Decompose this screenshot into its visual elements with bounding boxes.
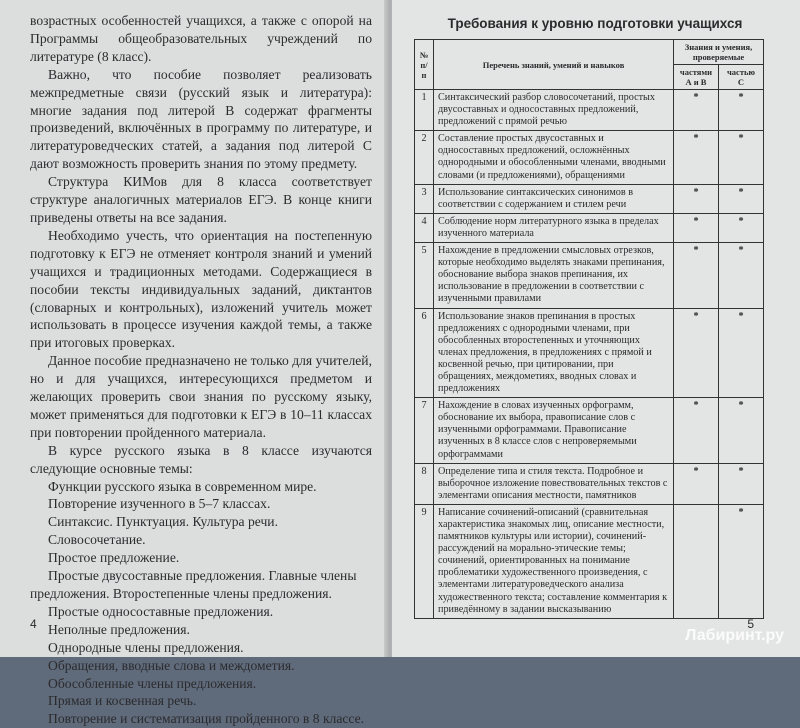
- mark-ab: *: [674, 131, 719, 184]
- mark-ab: *: [674, 184, 719, 213]
- table-row: [415, 184, 764, 213]
- paragraph-2: Важно, что пособие позволяет реализовать межпредметные связи (русский язык и литература): многие задания под литерой В содержат фрагменты произведений, включённых в программу по литературе, и литературоведческих статей, а задания под литерой С дают возможность проверить знания по этому предмету.: [30, 66, 372, 172]
- mark-c: *: [719, 131, 764, 184]
- row-number: 2: [415, 131, 434, 184]
- topic-item: Словосочетание.: [48, 532, 146, 548]
- topic-item: Обособленные члены предложения.: [48, 675, 257, 691]
- row-text: Использование знаков препинания в простых предложениях с однородными членами, при обособленных второстепенных и уточняющих членах предложения, в предложениях с прямой и косвенной речью, при цитировании, при обращениях, междометиях, вводных словах и предложениях: [434, 308, 674, 398]
- row-text: Нахождение в словах изученных орфограмм, обоснование их выбора, правописание слов с изученными орфограммами. Правописание изученных в 8 классе слов с непроверяемыми орфограммами: [434, 398, 674, 463]
- topic-item: Однородные члены предложения.: [48, 639, 244, 655]
- mark-ab: *: [674, 308, 719, 398]
- topic-item: Повторение и систематизация пройденного в 8 классе.: [48, 711, 365, 727]
- page-title: Требования к уровню подготовки учащихся: [447, 16, 743, 31]
- row-text: Соблюдение норм литературного языка в пределах изученного материала: [434, 213, 674, 242]
- table-row: [415, 90, 764, 131]
- mark-c: *: [719, 213, 764, 242]
- requirements-table: [414, 39, 764, 619]
- row-number: 8: [415, 463, 434, 504]
- paragraph-3: Структура КИМов для 8 класса соответствует структуре аналогичных материалов ЕГЭ. В конце книги приведены ответы на все задания.: [30, 174, 372, 225]
- topic-item: Обращения, вводные слова и междометия.: [48, 657, 295, 673]
- mark-ab: *: [674, 90, 719, 131]
- row-text: Нахождение в предложении смысловых отрезков, которые необходимо выделять знаками препинания, обоснование выбора знаков препинания, их использование в предложении в соответствии с изученными правилами: [434, 243, 674, 308]
- row-number: 5: [415, 243, 434, 308]
- mark-ab: *: [674, 213, 719, 242]
- topic-item: Синтаксис. Пунктуация. Культура речи.: [48, 514, 278, 530]
- table-row: [415, 504, 764, 618]
- table-row: [415, 398, 764, 463]
- topic-item: Простое предложение.: [48, 550, 180, 566]
- topics-list: [30, 478, 372, 728]
- mark-c: *: [719, 463, 764, 504]
- mark-c: *: [719, 504, 764, 618]
- mark-ab: *: [674, 243, 719, 308]
- mark-c: *: [719, 90, 764, 131]
- topic-item: Простые двусоставные предложения. Главные члены предложения. Второстепенные члены предложения.: [30, 568, 357, 601]
- row-number: 9: [415, 504, 434, 618]
- paragraph-5: Данное пособие предназначено не только для учителей, но и для учащихся, интересующихся предметом и желающих проверить свои знания по русскому языку, может применяться для подготовки к ЕГЭ в 10–11 классах при повторении пройденного материала.: [30, 353, 372, 440]
- row-number: 4: [415, 213, 434, 242]
- mark-ab: [674, 504, 719, 618]
- mark-ab: *: [674, 463, 719, 504]
- row-text: Синтаксический разбор словосочетаний, простых двусоставных и односоставных предложений, предложений с прямой речью: [434, 90, 674, 131]
- mark-ab: *: [674, 398, 719, 463]
- row-text: Определение типа и стиля текста. Подробное и выборочное изложение повествовательных текстов с элементами описания местности, памятников: [434, 463, 674, 504]
- table-row: [415, 213, 764, 242]
- header-list: Перечень знаний, умений и навыков: [434, 40, 674, 90]
- topic-item: Неполные предложения.: [48, 621, 190, 637]
- mark-c: *: [719, 184, 764, 213]
- header-checked: Знания и умения, проверяемые: [674, 40, 764, 65]
- header-num: № п/п: [415, 40, 434, 90]
- row-number: 7: [415, 398, 434, 463]
- header-part-c: частью С: [719, 65, 764, 90]
- paragraph-4: Необходимо учесть, что ориентация на постепенную подготовку к ЕГЭ не отменяет контроля знаний и умений учащихся и традиционных методами. Содержащиеся в пособии тексты индивидуальных заданий, диктантов (словарных и контрольных), изложений учитель может использовать в процессе изучения каждой темы, а также при итоговых проверках.: [30, 227, 372, 351]
- table-row: [415, 308, 764, 398]
- row-text: Использование синтаксических синонимов в соответствии с содержанием и стилем речи: [434, 184, 674, 213]
- topic-item: Функции русского языка в современном мире.: [48, 478, 317, 494]
- table-row: [415, 243, 764, 308]
- mark-c: *: [719, 243, 764, 308]
- topic-item: Прямая и косвенная речь.: [48, 693, 197, 709]
- mark-c: *: [719, 398, 764, 463]
- mark-c: *: [719, 308, 764, 398]
- page-number-left: 4: [30, 617, 37, 631]
- page-number-right: 5: [747, 617, 754, 631]
- right-page: [392, 0, 800, 657]
- table-row: [415, 131, 764, 184]
- paragraph-6: В курсе русского языка в 8 классе изучаются следующие основные темы:: [30, 442, 372, 476]
- table-row: [415, 463, 764, 504]
- topic-item: Простые односоставные предложения.: [48, 603, 274, 619]
- topic-item: Повторение изученного в 5–7 классах.: [48, 496, 271, 512]
- row-number: 3: [415, 184, 434, 213]
- row-text: Составление простых двусоставных и односоставных предложений, осложнённых однородными и обособленными членами, вводными словами (и предложениями), обращениями: [434, 131, 674, 184]
- paragraph-1: возрастных особенностей учащихся, а также с опорой на Программы общеобразовательных учреждений по литературе (8 класс).: [30, 13, 372, 64]
- row-number: 6: [415, 308, 434, 398]
- left-page: [0, 0, 388, 727]
- header-parts-ab: частями А и В: [674, 65, 719, 90]
- row-text: Написание сочинений-описаний (сравнительная характеристика знакомых лиц, описание местности, памятников культуры или истории), сочинений-рассуждений на морально-этические темы; сочинений, ориентированных на понимание проблематики художественного произведения, с элементами литературоведческого анализа художественного текста; составление комментария к приведённому в задании высказыванию: [434, 504, 674, 618]
- labirint-watermark: Лабиринт.ру: [685, 627, 784, 644]
- row-number: 1: [415, 90, 434, 131]
